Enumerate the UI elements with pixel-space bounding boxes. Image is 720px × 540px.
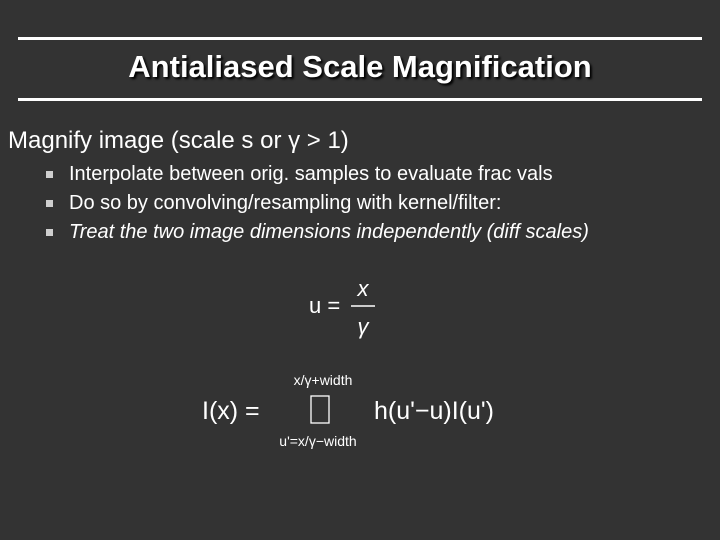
square-bullet-icon bbox=[46, 171, 53, 178]
square-bullet-icon bbox=[46, 229, 53, 236]
equation-lhs: I(x) = bbox=[202, 397, 260, 425]
square-bullet-icon bbox=[46, 200, 53, 207]
sub-bullet-list bbox=[42, 160, 589, 247]
equation-summand: h(u'−u)I(u') bbox=[374, 397, 495, 425]
missing-glyph-icon bbox=[311, 396, 329, 423]
slide-title: Antialiased Scale Magnification bbox=[128, 49, 592, 84]
equation-denominator: γ bbox=[357, 314, 369, 339]
sub-bullet bbox=[42, 189, 589, 218]
sub-bullet-text: Treat the two image dimensions independently (diff scales) bbox=[69, 221, 589, 243]
sub-bullet-text: Interpolate between orig. samples to evaluate frac vals bbox=[69, 163, 553, 185]
convolution-equation bbox=[196, 368, 536, 458]
main-bullet: Magnify image (scale s or γ > 1) bbox=[8, 127, 349, 154]
sum-lower-limit: u'=x/γ−width bbox=[279, 433, 357, 449]
sub-bullet-text: Do so by convolving/resampling with kernel/filter: bbox=[69, 192, 502, 214]
title-rule-top bbox=[18, 37, 702, 40]
equation-numerator: x bbox=[357, 276, 369, 301]
scale-equation bbox=[305, 275, 385, 345]
sum-upper-limit: x/γ+width bbox=[293, 372, 353, 388]
sub-bullet bbox=[42, 160, 589, 189]
title-rule-bottom bbox=[18, 98, 702, 101]
equation-lhs: u = bbox=[309, 293, 341, 318]
sub-bullet bbox=[42, 218, 589, 247]
